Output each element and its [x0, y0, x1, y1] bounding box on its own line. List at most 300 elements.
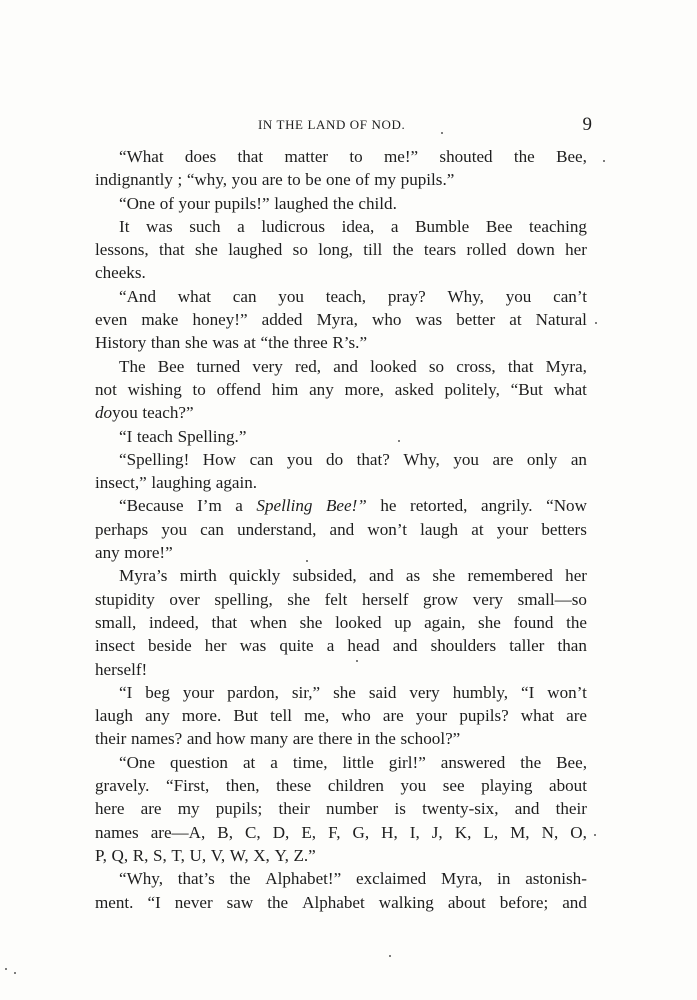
word: more!”	[124, 543, 173, 563]
text-line	[95, 541, 587, 564]
word: G,	[352, 822, 370, 842]
word: the	[267, 892, 289, 912]
word: him	[271, 379, 299, 399]
word: one	[326, 170, 351, 190]
word: their	[555, 799, 587, 819]
word: pray?	[387, 286, 426, 306]
word: your	[415, 706, 448, 726]
word: F,	[328, 822, 341, 842]
word: gravely.	[95, 776, 150, 796]
text-line	[95, 308, 587, 331]
running-title: IN THE LAND OF NOD.	[258, 117, 406, 132]
word: J,	[431, 822, 443, 842]
word: “I	[521, 682, 535, 702]
word: Bee,	[556, 752, 587, 772]
word: Bee!”	[325, 496, 367, 516]
word: are	[566, 706, 587, 726]
word: see	[442, 776, 465, 796]
word: and	[514, 799, 540, 819]
word: taller	[509, 636, 545, 656]
word: a	[270, 752, 278, 772]
scan-speck	[5, 968, 7, 970]
word: red,	[294, 356, 322, 376]
word: that	[507, 356, 534, 376]
word: ludicrous	[261, 216, 325, 236]
text-line	[95, 331, 587, 354]
word: long,	[318, 240, 353, 260]
text-line	[95, 751, 587, 774]
word: shoulders	[430, 636, 497, 656]
word: teach,	[325, 286, 367, 306]
word: so	[428, 356, 445, 376]
scan-speck	[594, 834, 596, 836]
word: M,	[510, 822, 530, 842]
word: and	[186, 729, 212, 749]
word: Why,	[447, 286, 484, 306]
scan-speck	[14, 972, 16, 974]
word: History	[95, 333, 147, 353]
word: can	[249, 449, 274, 469]
word: H,	[381, 822, 398, 842]
word: she	[478, 612, 501, 632]
word: you	[161, 519, 187, 539]
word: It	[119, 216, 130, 236]
word: than	[557, 636, 587, 656]
word: teach?”	[142, 403, 194, 423]
word: laughed	[274, 193, 329, 213]
word: quite	[279, 636, 314, 656]
word: won’t	[367, 519, 407, 539]
scan-speck	[398, 440, 400, 442]
word: answered	[440, 752, 506, 772]
word: playing	[481, 776, 533, 796]
word: “why,	[186, 170, 228, 190]
word: S,	[153, 845, 167, 865]
word: The	[119, 356, 146, 376]
word: in	[497, 869, 511, 889]
word: U,	[189, 845, 207, 865]
word: any	[95, 543, 120, 563]
word: so	[292, 240, 308, 260]
page-header	[95, 114, 592, 138]
word: indeed,	[149, 612, 199, 632]
word: wishing	[127, 379, 182, 399]
word: remembered	[467, 566, 553, 586]
word: she	[184, 333, 208, 353]
word: at	[243, 333, 256, 353]
text-line	[95, 704, 587, 727]
word: does	[184, 147, 217, 166]
word: indignantly	[95, 170, 173, 190]
word: teaching	[529, 216, 587, 236]
word: she	[287, 589, 311, 609]
word: Bumble	[415, 216, 470, 236]
word: T,	[171, 845, 185, 865]
word: she	[299, 612, 323, 632]
word: C,	[245, 822, 261, 842]
word: child.	[358, 193, 397, 213]
text-line	[95, 285, 587, 308]
word: there	[318, 729, 353, 749]
word: Bee,	[556, 147, 587, 166]
word: till	[363, 240, 383, 260]
word: of	[159, 193, 174, 213]
text-line	[95, 844, 587, 867]
text-line	[95, 611, 587, 634]
word: at	[242, 752, 256, 772]
word: not	[95, 379, 117, 399]
word: make	[141, 310, 179, 330]
word: felt	[324, 589, 348, 609]
word: she	[432, 566, 456, 586]
word: “And	[119, 286, 157, 306]
word: was	[239, 636, 267, 656]
word: tell	[270, 706, 292, 726]
word: can’t	[553, 286, 587, 306]
word: can	[200, 519, 224, 539]
word: do	[95, 403, 113, 423]
word: before;	[499, 892, 549, 912]
word: the	[332, 193, 354, 213]
word: retorted,	[410, 496, 468, 516]
word: girl!”	[388, 752, 426, 772]
text-line	[95, 145, 587, 168]
word: Myra,	[316, 310, 358, 330]
word: what	[520, 706, 555, 726]
word: again,	[424, 612, 466, 632]
text-line	[95, 168, 587, 191]
word: lessons,	[95, 240, 149, 260]
word: “But	[510, 379, 543, 399]
word: do	[326, 449, 344, 469]
word: idea,	[341, 216, 375, 236]
word: ;	[177, 170, 183, 190]
word: at	[471, 519, 484, 539]
word: “I	[119, 682, 133, 702]
word: tears	[423, 240, 457, 260]
word: that	[159, 240, 185, 260]
word: asked	[394, 379, 434, 399]
word: your	[178, 193, 210, 213]
word: “Spelling!	[119, 449, 190, 469]
word: “One	[119, 193, 156, 213]
word: exclaimed	[355, 869, 427, 889]
word: L,	[483, 822, 499, 842]
word: D,	[272, 822, 290, 842]
word: can	[232, 286, 257, 306]
text-line	[95, 518, 587, 541]
word: and	[562, 892, 587, 912]
word: “Because	[119, 496, 184, 516]
word: insect	[95, 636, 135, 656]
word: Spelling.”	[177, 426, 247, 446]
word: understand,	[237, 519, 317, 539]
word: that?	[356, 449, 390, 469]
word: are—A,	[150, 822, 206, 842]
word: laugh	[95, 706, 133, 726]
word: was	[415, 310, 443, 330]
word: how	[216, 729, 246, 749]
word: K,	[454, 822, 472, 842]
word: Alphabet	[302, 892, 365, 912]
word: honey!”	[192, 310, 248, 330]
word: he	[380, 496, 397, 516]
word: in	[357, 729, 371, 749]
word: X,	[253, 845, 270, 865]
word: as	[405, 566, 421, 586]
word: who	[341, 706, 371, 726]
word: very	[409, 682, 440, 702]
word: laughed	[228, 240, 283, 260]
text-line	[95, 448, 587, 471]
word: more.	[181, 706, 222, 726]
word: found	[513, 612, 554, 632]
word: grow	[423, 589, 459, 609]
word: Spelling	[256, 496, 313, 516]
word: “Now	[546, 496, 587, 516]
word: a	[326, 636, 335, 656]
word: are	[382, 706, 404, 726]
word: very	[472, 589, 504, 609]
text-line	[95, 261, 587, 284]
scan-speck	[441, 132, 443, 134]
word: number	[326, 799, 379, 819]
word: “One	[119, 752, 156, 772]
text-line	[95, 401, 587, 424]
word: the	[566, 612, 587, 632]
word: Q,	[111, 845, 129, 865]
word: names	[95, 822, 139, 842]
word: she	[195, 240, 218, 260]
word: to	[349, 147, 363, 166]
word: are	[492, 449, 514, 469]
word: laugh	[420, 519, 459, 539]
word: time,	[292, 752, 328, 772]
word: then,	[225, 776, 260, 796]
word: astonish-	[525, 869, 587, 889]
word: me,	[304, 706, 330, 726]
word: and	[333, 356, 358, 376]
word: twenty-six,	[422, 799, 499, 819]
word: my	[374, 170, 397, 190]
word: is	[394, 799, 406, 819]
word: what	[177, 286, 212, 306]
word: who	[371, 310, 402, 330]
word: spelling,	[214, 589, 273, 609]
word: three	[293, 333, 328, 353]
word: of	[355, 170, 370, 190]
word: that	[211, 612, 238, 632]
word: a	[235, 496, 243, 516]
text-line	[95, 588, 587, 611]
word: are	[261, 170, 283, 190]
scan-speck	[389, 955, 391, 957]
text-line	[95, 471, 587, 494]
word: you	[112, 403, 138, 423]
word: turned	[196, 356, 241, 376]
word: little	[342, 752, 374, 772]
word: quickly	[229, 566, 281, 586]
word: over	[169, 589, 200, 609]
word: better	[456, 310, 496, 330]
word: herself!	[95, 659, 148, 679]
word: small,	[95, 612, 137, 632]
word: that’s	[177, 869, 215, 889]
word: to	[287, 170, 301, 190]
word: more,	[344, 379, 384, 399]
text-line	[95, 634, 587, 657]
word: laughing	[151, 473, 212, 493]
word: matter	[284, 147, 329, 166]
scan-speck	[306, 560, 308, 562]
word: down	[516, 240, 555, 260]
word: than	[150, 333, 181, 353]
word: are	[292, 729, 314, 749]
word: any	[145, 706, 170, 726]
word: offend	[216, 379, 261, 399]
word: you	[278, 286, 304, 306]
word: what	[553, 379, 587, 399]
word: humbly,	[452, 682, 509, 702]
word: B,	[217, 822, 233, 842]
word: I,	[409, 822, 420, 842]
word: teach	[136, 426, 173, 446]
word: you	[286, 449, 313, 469]
word: subsided,	[292, 566, 357, 586]
word: Alphabet!”	[265, 869, 342, 889]
word: pupils;	[215, 799, 263, 819]
word: “What	[119, 147, 164, 166]
word: won’t	[547, 682, 587, 702]
text-line	[95, 378, 587, 401]
word: Z.”	[293, 845, 316, 865]
word: your	[496, 519, 529, 539]
word: Y,	[274, 845, 289, 865]
word: their	[95, 729, 127, 749]
word: looked	[335, 612, 382, 632]
word: any	[309, 379, 334, 399]
word: stupidity	[95, 589, 155, 609]
word: a	[390, 216, 399, 236]
text-line	[95, 494, 587, 517]
word: O,	[570, 822, 587, 842]
word: “Why,	[119, 869, 163, 889]
word: R’s.”	[332, 333, 368, 353]
text-line	[95, 355, 587, 378]
word: children	[327, 776, 384, 796]
word: “First,	[166, 776, 210, 796]
word: Bee	[485, 216, 513, 236]
word: the	[513, 147, 535, 166]
body-text	[95, 145, 587, 914]
word: V,	[210, 845, 226, 865]
word: even	[95, 310, 128, 330]
word: pupils!”	[214, 193, 270, 213]
word: their	[278, 799, 310, 819]
word: again.	[215, 473, 258, 493]
word: herself	[361, 589, 409, 609]
word: that	[237, 147, 264, 166]
word: head	[347, 636, 380, 656]
text-line	[95, 658, 587, 681]
word: and	[368, 566, 394, 586]
word: many	[250, 729, 289, 749]
text-line	[95, 797, 587, 820]
word: Why,	[403, 449, 440, 469]
word: P,	[95, 845, 107, 865]
word: saw	[226, 892, 254, 912]
text-line	[95, 238, 587, 261]
text-line	[95, 821, 587, 844]
word: Bee	[157, 356, 185, 376]
scan-speck	[595, 322, 597, 324]
word: beside	[147, 636, 192, 656]
word: me!”	[383, 147, 419, 166]
word: beg	[145, 682, 170, 702]
text-line	[95, 425, 587, 448]
word: an	[570, 449, 587, 469]
word: pupils.”	[400, 170, 455, 190]
word: W,	[229, 845, 249, 865]
word: question	[170, 752, 228, 772]
word: E,	[301, 822, 317, 842]
word: walking	[378, 892, 434, 912]
word: the	[374, 729, 396, 749]
word: R,	[132, 845, 149, 865]
word: sir,”	[291, 682, 321, 702]
word: never	[174, 892, 213, 912]
word: rolled	[466, 240, 507, 260]
word: “I	[119, 426, 133, 446]
word: you	[453, 449, 479, 469]
word: added	[261, 310, 303, 330]
scan-speck	[356, 660, 358, 662]
word: angrily.	[480, 496, 533, 516]
word: you	[400, 776, 427, 796]
word: about	[447, 892, 486, 912]
word: shouted	[439, 147, 493, 166]
word: her	[565, 566, 587, 586]
word: the	[392, 240, 414, 260]
word: such	[189, 216, 221, 236]
word: was	[146, 216, 173, 236]
text-line	[95, 727, 587, 750]
word: But	[233, 706, 259, 726]
word: Myra’s	[119, 566, 168, 586]
word: be	[305, 170, 322, 190]
word: names?	[130, 729, 183, 749]
word: cross,	[456, 356, 496, 376]
word: to	[192, 379, 206, 399]
word: “the	[260, 333, 289, 353]
word: these	[276, 776, 312, 796]
text-line	[95, 681, 587, 704]
word: looked	[370, 356, 417, 376]
word: her	[204, 636, 227, 656]
word: ment.	[95, 892, 134, 912]
word: a	[237, 216, 245, 236]
word: cheeks.	[95, 263, 146, 283]
word: perhaps	[95, 519, 149, 539]
word: at	[509, 310, 522, 330]
word: and	[329, 519, 355, 539]
word: N,	[541, 822, 559, 842]
word: she	[333, 682, 356, 702]
word: I’m	[197, 496, 222, 516]
text-line	[95, 891, 587, 914]
word: and	[392, 636, 418, 656]
word: Natural	[535, 310, 587, 330]
